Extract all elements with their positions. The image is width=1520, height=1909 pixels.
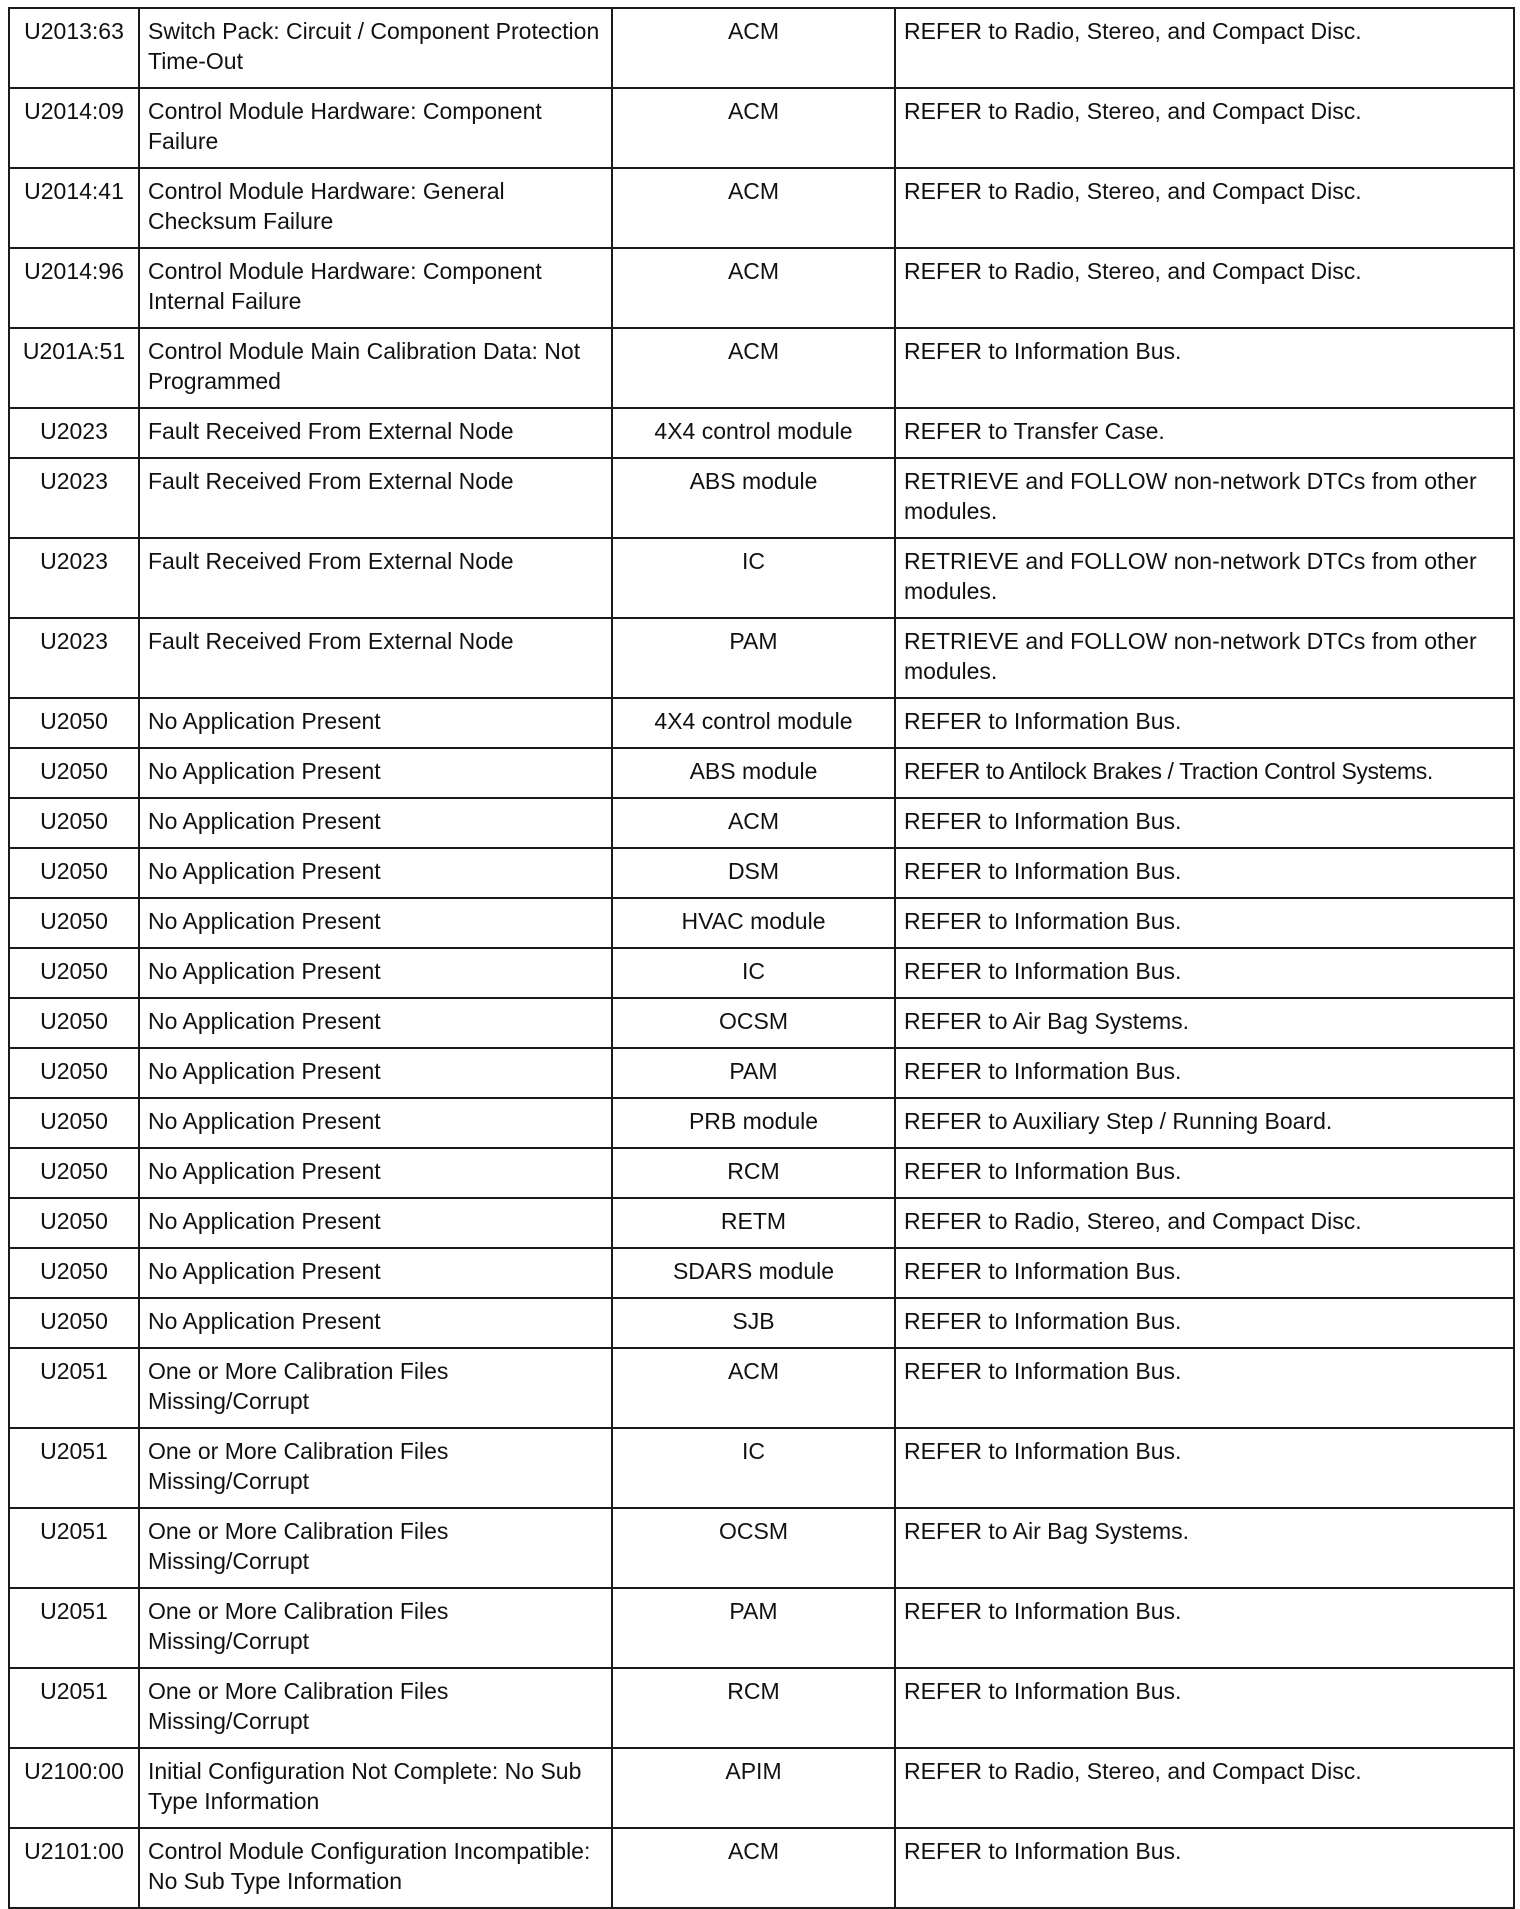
dtc-description-cell: No Application Present (139, 1248, 612, 1298)
action-cell: REFER to Radio, Stereo, and Compact Disc. (895, 248, 1514, 328)
dtc-description-cell: Initial Configuration Not Complete: No Sub Type Information (139, 1748, 612, 1828)
dtc-code-cell: U2023 (9, 618, 139, 698)
table-row (9, 698, 1514, 748)
module-cell: OCSM (612, 1508, 895, 1588)
module-cell: ACM (612, 798, 895, 848)
dtc-code-cell: U2023 (9, 408, 139, 458)
dtc-description-cell: Fault Received From External Node (139, 458, 612, 538)
dtc-description-cell: Control Module Hardware: Component Failure (139, 88, 612, 168)
dtc-code-cell: U2050 (9, 798, 139, 848)
table-row (9, 948, 1514, 998)
action-cell: REFER to Auxiliary Step / Running Board. (895, 1098, 1514, 1148)
module-cell: PAM (612, 618, 895, 698)
action-cell: REFER to Information Bus. (895, 698, 1514, 748)
table-row (9, 848, 1514, 898)
table-row (9, 8, 1514, 88)
action-cell: REFER to Air Bag Systems. (895, 998, 1514, 1048)
module-cell: ACM (612, 328, 895, 408)
module-cell: PRB module (612, 1098, 895, 1148)
module-cell: ACM (612, 8, 895, 88)
table-row (9, 618, 1514, 698)
dtc-code-cell: U2023 (9, 458, 139, 538)
table-row (9, 1428, 1514, 1508)
action-cell: REFER to Information Bus. (895, 1828, 1514, 1908)
dtc-code-cell: U2050 (9, 1148, 139, 1198)
action-cell: RETRIEVE and FOLLOW non-network DTCs from other modules. (895, 618, 1514, 698)
action-cell: REFER to Information Bus. (895, 1588, 1514, 1668)
dtc-description-cell: No Application Present (139, 1298, 612, 1348)
action-cell: REFER to Information Bus. (895, 1248, 1514, 1298)
table-row (9, 1508, 1514, 1588)
dtc-code-cell: U2051 (9, 1428, 139, 1508)
dtc-description-cell: No Application Present (139, 1148, 612, 1198)
dtc-description-cell: Control Module Main Calibration Data: Not Programmed (139, 328, 612, 408)
dtc-description-cell: Control Module Hardware: Component Internal Failure (139, 248, 612, 328)
dtc-description-cell: No Application Present (139, 1098, 612, 1148)
table-row (9, 1098, 1514, 1148)
module-cell: RCM (612, 1148, 895, 1198)
module-cell: PAM (612, 1048, 895, 1098)
module-cell: SJB (612, 1298, 895, 1348)
dtc-code-cell: U2050 (9, 1298, 139, 1348)
action-cell: REFER to Information Bus. (895, 1348, 1514, 1428)
module-cell: HVAC module (612, 898, 895, 948)
dtc-code-cell: U2051 (9, 1508, 139, 1588)
dtc-code-cell: U2050 (9, 1098, 139, 1148)
dtc-code-cell: U2014:96 (9, 248, 139, 328)
table-row (9, 798, 1514, 848)
dtc-description-cell: Control Module Hardware: General Checksum Failure (139, 168, 612, 248)
table-row (9, 248, 1514, 328)
action-cell: REFER to Information Bus. (895, 948, 1514, 998)
dtc-code-cell: U2051 (9, 1668, 139, 1748)
action-cell: REFER to Information Bus. (895, 1428, 1514, 1508)
module-cell: PAM (612, 1588, 895, 1668)
dtc-code-cell: U2101:00 (9, 1828, 139, 1908)
dtc-code-cell: U2050 (9, 898, 139, 948)
action-cell: REFER to Radio, Stereo, and Compact Disc. (895, 1198, 1514, 1248)
module-cell: ACM (612, 88, 895, 168)
action-cell: RETRIEVE and FOLLOW non-network DTCs from other modules. (895, 538, 1514, 618)
module-cell: ACM (612, 1828, 895, 1908)
action-cell: REFER to Radio, Stereo, and Compact Disc. (895, 168, 1514, 248)
module-cell: SDARS module (612, 1248, 895, 1298)
dtc-description-cell: No Application Present (139, 848, 612, 898)
dtc-code-cell: U201A:51 (9, 328, 139, 408)
dtc-description-cell: No Application Present (139, 948, 612, 998)
table-row (9, 328, 1514, 408)
table-row (9, 1348, 1514, 1428)
dtc-code-cell: U2014:41 (9, 168, 139, 248)
dtc-description-cell: One or More Calibration Files Missing/Corrupt (139, 1588, 612, 1668)
action-cell: REFER to Information Bus. (895, 1148, 1514, 1198)
action-cell: REFER to Information Bus. (895, 798, 1514, 848)
dtc-description-cell: One or More Calibration Files Missing/Corrupt (139, 1428, 612, 1508)
action-cell: REFER to Radio, Stereo, and Compact Disc. (895, 8, 1514, 88)
table-row (9, 998, 1514, 1048)
action-cell: RETRIEVE and FOLLOW non-network DTCs from other modules. (895, 458, 1514, 538)
table-row (9, 1048, 1514, 1098)
dtc-code-cell: U2050 (9, 948, 139, 998)
dtc-description-cell: No Application Present (139, 1048, 612, 1098)
module-cell: ACM (612, 1348, 895, 1428)
module-cell: IC (612, 1428, 895, 1508)
table-row (9, 1298, 1514, 1348)
module-cell: RCM (612, 1668, 895, 1748)
module-cell: 4X4 control module (612, 698, 895, 748)
table-row (9, 1148, 1514, 1198)
dtc-code-cell: U2050 (9, 1048, 139, 1098)
dtc-description-cell: One or More Calibration Files Missing/Corrupt (139, 1508, 612, 1588)
module-cell: ABS module (612, 458, 895, 538)
action-cell: REFER to Information Bus. (895, 1048, 1514, 1098)
module-cell: ACM (612, 168, 895, 248)
dtc-description-cell: No Application Present (139, 698, 612, 748)
table-row (9, 408, 1514, 458)
table-row (9, 88, 1514, 168)
dtc-description-cell: Fault Received From External Node (139, 538, 612, 618)
action-cell: REFER to Information Bus. (895, 898, 1514, 948)
dtc-code-cell: U2014:09 (9, 88, 139, 168)
dtc-code-cell: U2050 (9, 1198, 139, 1248)
table-row (9, 1668, 1514, 1748)
table-row (9, 1828, 1514, 1908)
module-cell: OCSM (612, 998, 895, 1048)
dtc-description-cell: One or More Calibration Files Missing/Corrupt (139, 1348, 612, 1428)
action-cell: REFER to Air Bag Systems. (895, 1508, 1514, 1588)
table-row (9, 538, 1514, 618)
dtc-code-cell: U2100:00 (9, 1748, 139, 1828)
table-row (9, 1588, 1514, 1668)
dtc-description-cell: Control Module Configuration Incompatible: No Sub Type Information (139, 1828, 612, 1908)
dtc-description-cell: Fault Received From External Node (139, 618, 612, 698)
dtc-code-cell: U2050 (9, 998, 139, 1048)
table-row (9, 458, 1514, 538)
dtc-code-cell: U2023 (9, 538, 139, 618)
action-cell: REFER to Transfer Case. (895, 408, 1514, 458)
dtc-code-cell: U2013:63 (9, 8, 139, 88)
dtc-description-cell: No Application Present (139, 898, 612, 948)
action-cell: REFER to Antilock Brakes / Traction Control Systems. (895, 748, 1514, 798)
module-cell: 4X4 control module (612, 408, 895, 458)
action-cell: REFER to Information Bus. (895, 848, 1514, 898)
dtc-description-cell: One or More Calibration Files Missing/Corrupt (139, 1668, 612, 1748)
dtc-code-cell: U2050 (9, 848, 139, 898)
dtc-description-cell: Switch Pack: Circuit / Component Protection Time-Out (139, 8, 612, 88)
table-row (9, 1198, 1514, 1248)
dtc-code-cell: U2050 (9, 698, 139, 748)
module-cell: ABS module (612, 748, 895, 798)
table-row (9, 1248, 1514, 1298)
action-cell: REFER to Information Bus. (895, 1668, 1514, 1748)
action-cell: REFER to Radio, Stereo, and Compact Disc. (895, 1748, 1514, 1828)
action-cell: REFER to Information Bus. (895, 1298, 1514, 1348)
dtc-code-cell: U2050 (9, 748, 139, 798)
dtc-code-cell: U2050 (9, 1248, 139, 1298)
dtc-table-body (9, 8, 1514, 1908)
dtc-description-cell: No Application Present (139, 798, 612, 848)
dtc-description-cell: Fault Received From External Node (139, 408, 612, 458)
dtc-code-cell: U2051 (9, 1588, 139, 1668)
table-row (9, 1748, 1514, 1828)
action-cell: REFER to Information Bus. (895, 328, 1514, 408)
table-row (9, 748, 1514, 798)
module-cell: RETM (612, 1198, 895, 1248)
table-row (9, 168, 1514, 248)
module-cell: APIM (612, 1748, 895, 1828)
table-row (9, 898, 1514, 948)
dtc-code-cell: U2051 (9, 1348, 139, 1428)
module-cell: IC (612, 538, 895, 618)
module-cell: IC (612, 948, 895, 998)
dtc-description-cell: No Application Present (139, 748, 612, 798)
module-cell: ACM (612, 248, 895, 328)
action-cell: REFER to Radio, Stereo, and Compact Disc. (895, 88, 1514, 168)
dtc-table (8, 7, 1515, 1909)
module-cell: DSM (612, 848, 895, 898)
dtc-description-cell: No Application Present (139, 1198, 612, 1248)
dtc-description-cell: No Application Present (139, 998, 612, 1048)
